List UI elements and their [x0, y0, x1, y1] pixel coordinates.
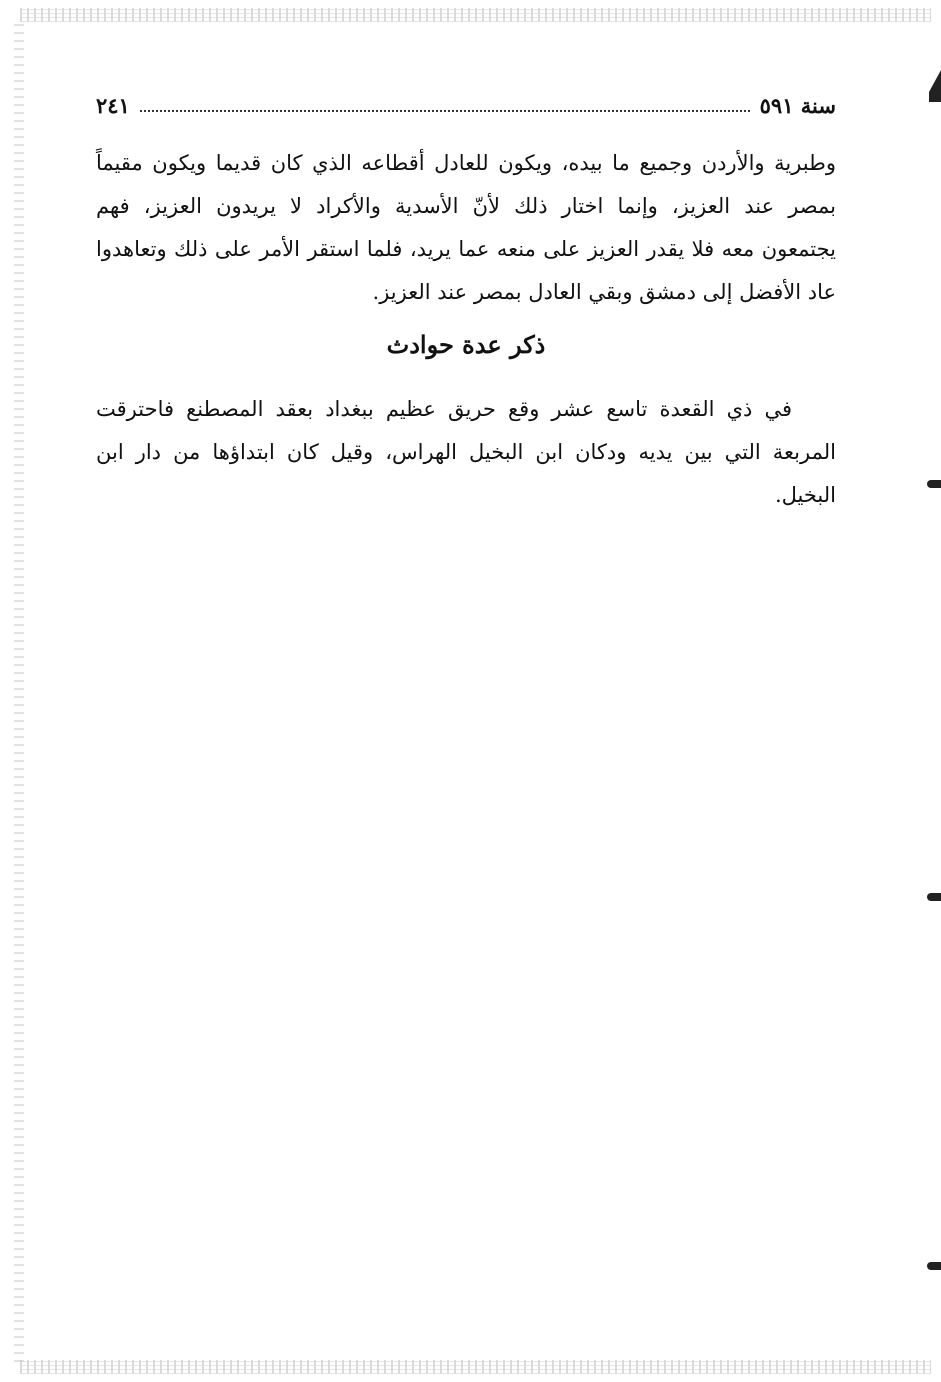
text-line: يجتمعون معه فلا يقدر العزيز على منعه عما يريد، فلما استقر الأمر على ذلك وتعاهدوا — [96, 237, 836, 261]
running-head — [96, 88, 836, 118]
page-number: ٢٤١ — [96, 93, 130, 118]
page-edge-mark — [927, 1262, 941, 1270]
paragraph-2 — [96, 388, 836, 517]
scan-border-left — [14, 20, 24, 1362]
text-line: بمصر عند العزيز، وإنما اختار ذلك لأنّ الأسدية والأكراد لا يريدون العزيز، فهم — [96, 194, 836, 218]
section-heading: ذكر عدة حوادث — [386, 330, 546, 359]
text-line: وطبرية والأردن وجميع ما بيده، ويكون للعادل أقطاعه الذي كان قديما ويكون مقيماً — [96, 151, 836, 175]
scan-border-top — [20, 8, 931, 22]
page-edge-mark-top — [929, 70, 941, 102]
text-line: البخيل. — [774, 483, 836, 507]
text-line: عاد الأفضل إلى دمشق وبقي العادل بمصر عند العزيز. — [372, 280, 836, 304]
page-edge-mark — [927, 480, 941, 488]
text-line: في ذي القعدة تاسع عشر وقع حريق عظيم ببغداد بعقد المصطنع فاحترقت — [96, 397, 792, 421]
running-head-year: سنة ٥٩١ — [759, 93, 836, 118]
scan-border-bottom — [20, 1360, 931, 1374]
page-edge-mark — [927, 893, 941, 901]
dotted-leader — [140, 109, 750, 112]
text-line: المربعة التي بين يديه ودكان ابن البخيل الهراس، وقيل كان ابتداؤها من دار ابن — [96, 440, 836, 464]
paragraph-1 — [96, 142, 836, 314]
